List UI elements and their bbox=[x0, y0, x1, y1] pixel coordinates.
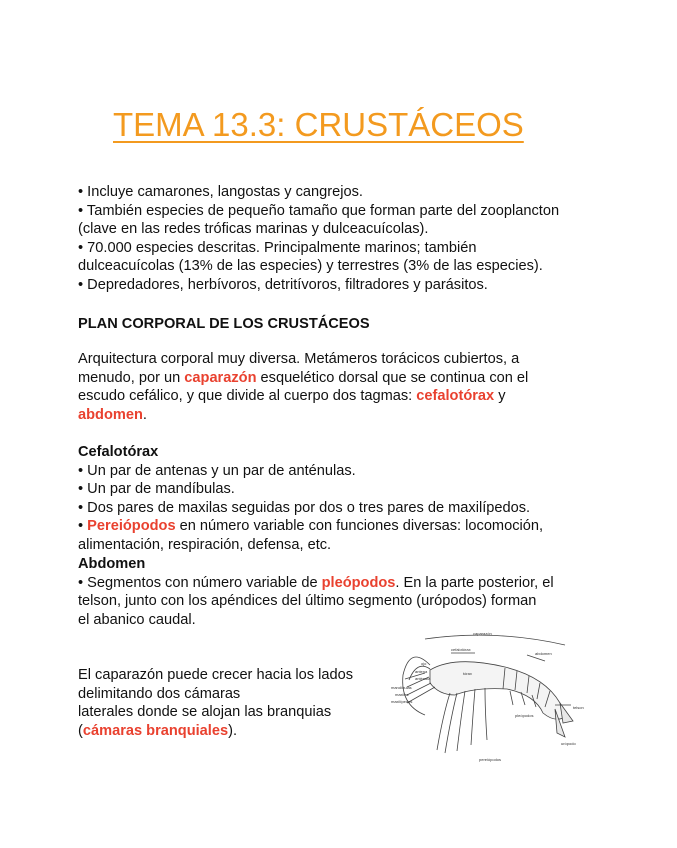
label-telson: telson bbox=[573, 705, 584, 710]
branquias-paragraph bbox=[78, 666, 388, 740]
cef-line: alimentación, respiración, defensa, etc. bbox=[78, 536, 332, 553]
intro-line: (clave en las redes tróficas marinas y dulceacuícolas). bbox=[78, 221, 429, 238]
label-thorax: tórax bbox=[463, 671, 472, 676]
cefalotorax-heading: Cefalotórax bbox=[78, 444, 159, 460]
plan-line bbox=[78, 387, 618, 406]
intro-line: • También especies de pequeño tamaño que forman parte del zooplancton bbox=[78, 202, 560, 219]
intro-line: dulceacuícolas (13% de las especies) y terrestres (3% de las especies). bbox=[78, 258, 543, 275]
pereiopodos-term: Pereiópodos bbox=[87, 518, 176, 535]
label-pereiopods: pereiópodos bbox=[479, 757, 502, 762]
cefalotorax-term: cefalotórax bbox=[416, 388, 495, 405]
label-carapace: caparazón bbox=[473, 631, 492, 636]
abd-line: telson, junto con los apéndices del último segmento (urópodos) forman bbox=[78, 593, 537, 610]
branq-text: ( bbox=[78, 722, 83, 739]
plan-heading: PLAN CORPORAL DE LOS CRUSTÁCEOS bbox=[78, 316, 370, 332]
label-pleopods: pleópodos bbox=[515, 713, 534, 718]
branq-text: ). bbox=[228, 722, 238, 739]
plan-line bbox=[78, 406, 618, 425]
abdomen-heading: Abdomen bbox=[78, 556, 146, 572]
branq-line: El caparazón puede crecer hacia los lados bbox=[78, 667, 354, 683]
branq-line: delimitando dos cámaras bbox=[78, 685, 241, 702]
abd-line: el abanico caudal. bbox=[78, 611, 196, 628]
cef-line: • Un par de mandíbulas. bbox=[78, 481, 235, 498]
label-antennule: anténula bbox=[415, 676, 431, 681]
label-maxillae: maxilas bbox=[395, 692, 409, 697]
label-cephalothorax: cefalotórax bbox=[451, 647, 471, 652]
label-maxillipeds: maxilípedos bbox=[391, 699, 413, 704]
plan-text: escudo cefálico, y que divide al cuerpo dos tagmas: bbox=[78, 388, 417, 405]
caparazon-term: caparazón bbox=[184, 369, 257, 386]
crustacean-anatomy-diagram bbox=[391, 625, 590, 765]
cef-line: • Un par de antenas y un par de anténulas. bbox=[78, 462, 356, 479]
camaras-term: cámaras branquiales bbox=[82, 722, 229, 739]
pleopodos-term: pleópodos bbox=[321, 574, 396, 591]
branq-line: laterales donde se alojan las branquias bbox=[78, 704, 332, 721]
intro-line: • Depredadores, herbívoros, detritívoros, filtradores y parásitos. bbox=[78, 276, 488, 293]
page-title: TEMA 13.3: CRUSTÁCEOS bbox=[113, 106, 524, 143]
label-eye: ojo bbox=[421, 661, 427, 666]
plan-text: esquelético dorsal que se continua con el bbox=[256, 369, 529, 386]
label-uropods: urópodo bbox=[561, 741, 576, 746]
cef-line bbox=[78, 517, 618, 536]
cef-text: en número variable con funciones diversas: locomoción, bbox=[175, 518, 544, 535]
intro-line: • 70.000 especies descritas. Principalmente marinos; también bbox=[78, 239, 477, 256]
plan-text: . bbox=[142, 406, 147, 423]
abd-text: . En la parte posterior, el bbox=[395, 574, 554, 591]
label-abdomen: abdomen bbox=[535, 651, 552, 656]
plan-paragraph bbox=[78, 350, 618, 424]
plan-text: y bbox=[494, 388, 506, 405]
cef-text: • bbox=[78, 518, 88, 535]
cefalotorax-section bbox=[78, 443, 618, 555]
plan-line: Arquitectura corporal muy diversa. Metámeros torácicos cubiertos, a bbox=[78, 351, 520, 367]
abdomen-section bbox=[78, 555, 618, 629]
abd-text: • Segmentos con número variable de bbox=[78, 574, 322, 591]
label-mandibles: mandíbulas bbox=[391, 685, 412, 690]
plan-text: menudo, por un bbox=[78, 369, 185, 386]
label-antenna: antena bbox=[415, 669, 428, 674]
abd-line bbox=[78, 574, 618, 593]
cef-line: • Dos pares de maxilas seguidas por dos o tres pares de maxilípedos. bbox=[78, 499, 531, 516]
intro-list bbox=[78, 183, 618, 295]
plan-line bbox=[78, 369, 618, 388]
abdomen-term: abdomen bbox=[78, 406, 143, 423]
intro-line: • Incluye camarones, langostas y cangrejos. bbox=[78, 184, 363, 200]
branq-line bbox=[78, 722, 388, 741]
